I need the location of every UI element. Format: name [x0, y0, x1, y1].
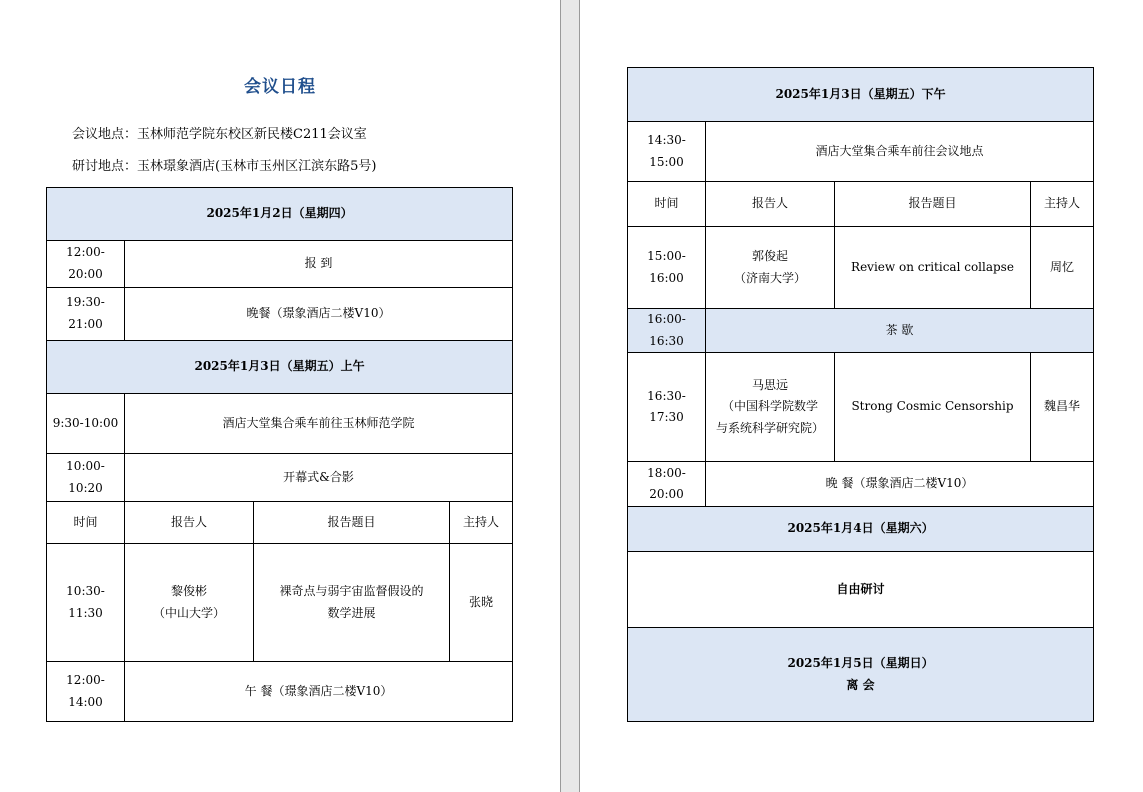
time-cell: 14:30-15:00: [628, 122, 706, 182]
column-header-time: 时间: [628, 182, 706, 227]
table-row: [628, 462, 1094, 507]
table-row: [628, 122, 1094, 182]
talk-row: [47, 544, 513, 662]
column-header-row: [628, 182, 1094, 227]
table-row: [47, 662, 513, 722]
time-cell: 18:00-20:00: [628, 462, 706, 507]
event-label: 离 会: [846, 677, 875, 692]
host-cell: 魏昌华: [1031, 353, 1094, 462]
talk-row: [628, 227, 1094, 309]
time-cell: 12:00-14:00: [47, 662, 125, 722]
schedule-table-right: [627, 67, 1094, 722]
column-header-host: 主持人: [450, 502, 513, 544]
day-header: 2025年1月5日（星期日）: [787, 656, 934, 671]
topic-cell: [254, 544, 450, 662]
event-cell: 自由研讨: [628, 552, 1094, 628]
day-header: 2025年1月4日（星期六）: [628, 507, 1094, 552]
time-cell: 15:00-16:00: [628, 227, 706, 309]
page-right: [580, 0, 1143, 792]
time-cell: 19:30-21:00: [47, 288, 125, 341]
time-cell: 16:30-17:30: [628, 353, 706, 462]
event-cell: 茶 歇: [706, 309, 1094, 353]
column-header-host: 主持人: [1031, 182, 1094, 227]
event-cell: 酒店大堂集合乘车前往会议地点: [706, 122, 1094, 182]
speaker-cell: [706, 227, 835, 309]
column-header-row: [47, 502, 513, 544]
event-cell: 报 到: [125, 241, 513, 288]
event-cell: 开幕式&合影: [125, 454, 513, 502]
event-cell: 午 餐（璟象酒店二楼V10）: [125, 662, 513, 722]
speaker-affiliation: （中山大学）: [152, 605, 225, 620]
column-header-time: 时间: [47, 502, 125, 544]
table-row: [628, 552, 1094, 628]
document-title: 会议日程: [244, 77, 316, 97]
table-row: [47, 394, 513, 454]
speaker-affiliation: （中国科学院数学: [721, 399, 818, 414]
time-cell: 9:30-10:00: [47, 394, 125, 454]
speaker-name: 黎俊彬: [170, 583, 207, 598]
column-header-speaker: 报告人: [125, 502, 254, 544]
event-cell: 酒店大堂集合乘车前往玉林师范学院: [125, 394, 513, 454]
table-row: [47, 288, 513, 341]
meeting-venue: 会议地点：玉林师范学院东校区新民楼C211会议室: [72, 127, 367, 142]
time-cell: 10:30-11:30: [47, 544, 125, 662]
table-row: [47, 454, 513, 502]
column-header-speaker: 报告人: [706, 182, 835, 227]
day-header-with-event: [628, 628, 1094, 722]
page-gutter: [560, 0, 580, 792]
day-header: 2025年1月2日（星期四）: [47, 188, 513, 241]
page-left: [0, 0, 560, 792]
time-cell: 12:00-20:00: [47, 241, 125, 288]
topic-cell: Review on critical collapse: [835, 227, 1031, 309]
topic-line: 数学进展: [327, 605, 376, 620]
time-cell: 10:00-10:20: [47, 454, 125, 502]
table-row: [628, 309, 1094, 353]
host-cell: 周忆: [1031, 227, 1094, 309]
event-cell: 晚餐（璟象酒店二楼V10）: [125, 288, 513, 341]
event-cell: 晚 餐（璟象酒店二楼V10）: [706, 462, 1094, 507]
speaker-cell: [125, 544, 254, 662]
speaker-affiliation: 与系统科学研究院）: [715, 420, 824, 435]
schedule-table-left: [46, 187, 513, 722]
column-header-topic: 报告题目: [835, 182, 1031, 227]
page-edge-line: [560, 0, 561, 792]
table-row: [47, 241, 513, 288]
speaker-cell: [706, 353, 835, 462]
speaker-name: 郭俊起: [751, 248, 788, 263]
day-header: 2025年1月3日（星期五）上午: [47, 341, 513, 394]
speaker-name: 马思远: [751, 377, 788, 392]
topic-cell: Strong Cosmic Censorship: [835, 353, 1031, 462]
topic-line: 裸奇点与弱宇宙监督假设的: [279, 583, 424, 598]
time-cell: 16:00-16:30: [628, 309, 706, 353]
column-header-topic: 报告题目: [254, 502, 450, 544]
talk-row: [628, 353, 1094, 462]
seminar-venue: 研讨地点：玉林璟象酒店(玉林市玉州区江滨东路5号): [72, 159, 377, 174]
speaker-affiliation: （济南大学）: [733, 270, 806, 285]
host-cell: 张晓: [450, 544, 513, 662]
day-header: 2025年1月3日（星期五）下午: [628, 68, 1094, 122]
